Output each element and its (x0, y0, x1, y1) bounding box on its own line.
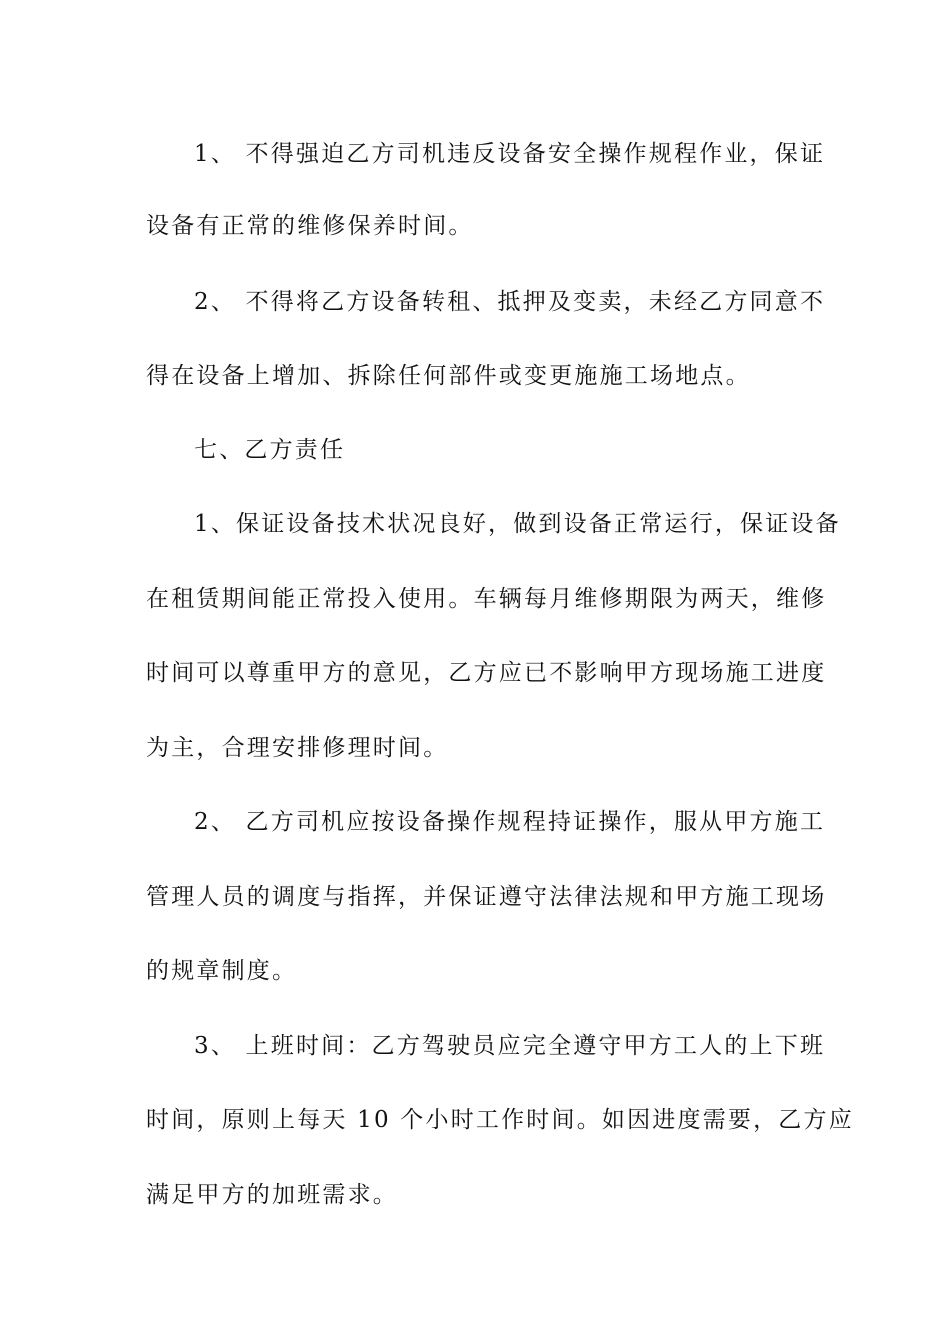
paragraph-line: 时间可以尊重甲方的意见，乙方应已不影响甲方现场施工进度 (146, 660, 827, 686)
paragraph-line: 2、 不得将乙方设备转租、抵押及变卖，未经乙方同意不 (194, 289, 826, 315)
paragraph-line: 1、保证设备技术状况良好，做到设备正常运行，保证设备 (194, 511, 841, 537)
paragraph-line: 为主，合理安排修理时间。 (146, 735, 449, 761)
paragraph-line: 得在设备上增加、拆除任何部件或变更施施工场地点。 (146, 363, 751, 389)
paragraph-line: 管理人员的调度与指挥，并保证遵守法律法规和甲方施工现场 (146, 884, 827, 910)
paragraph-line: 设备有正常的维修保养时间。 (146, 213, 474, 239)
paragraph-line: 2、 乙方司机应按设备操作规程持证操作，服从甲方施工 (194, 809, 826, 835)
paragraph-line: 满足甲方的加班需求。 (146, 1182, 398, 1208)
paragraph-line: 时间，原则上每天 10 个小时工作时间。如因进度需要，乙方应 (146, 1107, 854, 1133)
paragraph-line: 在租赁期间能正常投入使用。车辆每月维修期限为两天，维修 (146, 586, 827, 612)
section-heading: 七、乙方责任 (194, 437, 346, 463)
paragraph-line: 1、 不得强迫乙方司机违反设备安全操作规程作业，保证 (194, 141, 826, 167)
paragraph-line: 的规章制度。 (146, 958, 298, 984)
paragraph-line: 3、 上班时间：乙方驾驶员应完全遵守甲方工人的上下班 (194, 1033, 826, 1059)
